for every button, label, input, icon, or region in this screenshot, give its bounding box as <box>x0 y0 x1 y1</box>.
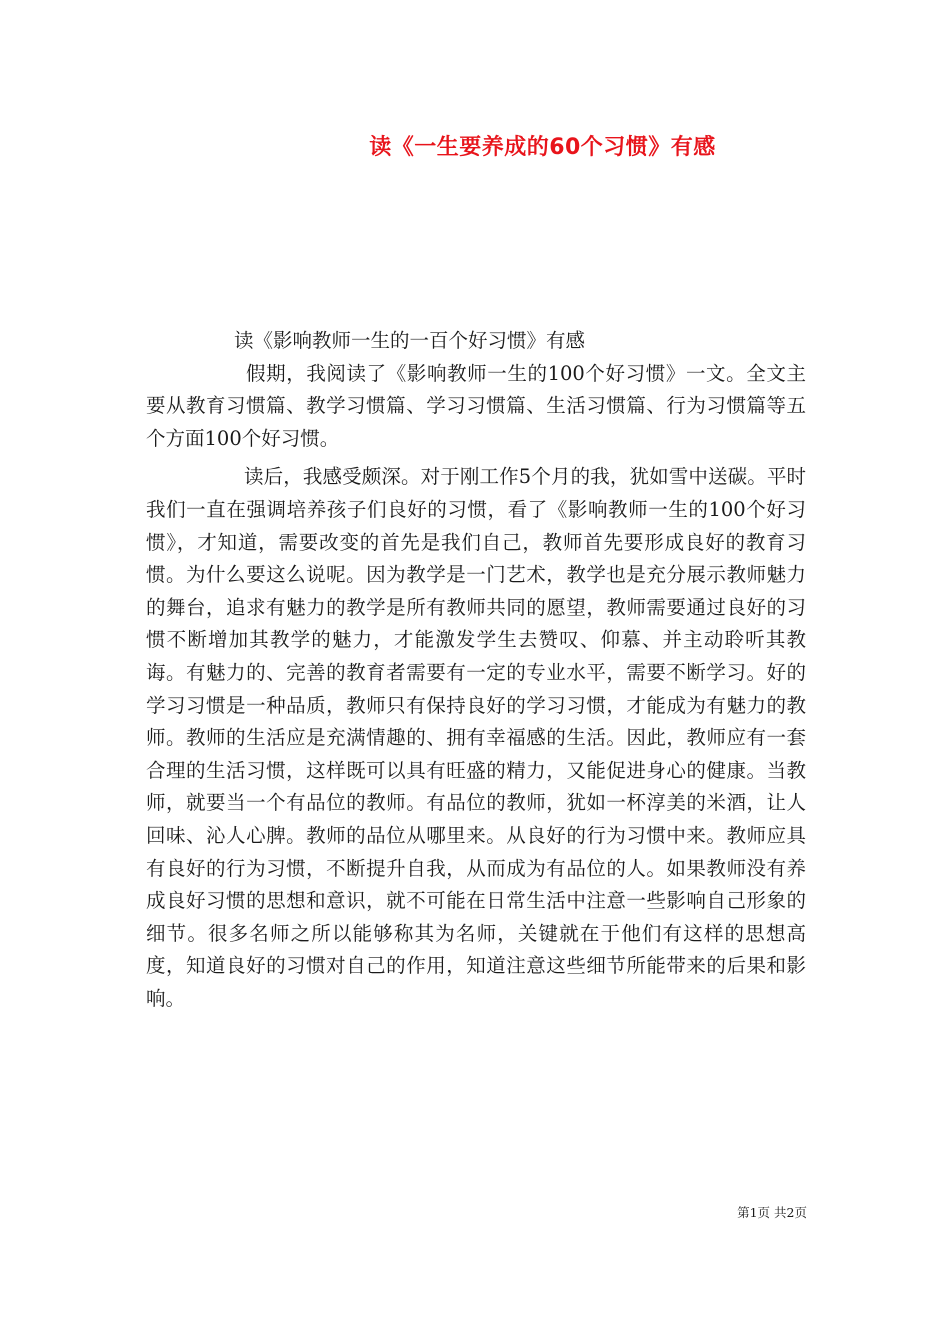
document-title: 读《一生要养成的60个习惯》有感 <box>369 135 716 160</box>
document-subtitle: 读《影响教师一生的一百个好习惯》有感 <box>234 329 586 352</box>
page-number: 第1页 共2页 <box>737 1205 807 1220</box>
paragraph-2: 读后，我感受颇深。对于刚工作5个月的我，犹如雪中送碳。平时我们一直在强调培养孩子们良好的习惯，看了《影响教师一生的100个好习惯》，才知道，需要改变的首先是我们自己，教师首先要形成良好的教育习惯。为什么要这么说呢。因为教学是一门艺术，教学也是充分展示教师魅力的舞台，追求有魅力的教学是所有教师共同的愿望，教师需要通过良好的习惯不断增加其教学的魅力，才能激发学生去赞叹、仰慕、并主动聆听其教诲。有魅力的、完善的教育者需要有一定的专业水平，需要不断学习。好的学习习惯是一种品质，教师只有保持良好的学习习惯，才能成为有魅力的教师。教师的生活应是充满情趣的、拥有幸福感的生活。因此，教师应有一套合理的生活习惯，这样既可以具有旺盛的精力，又能促进身心的健康。当教师，就要当一个有品位的教师。有品位的教师，犹如一杯淳美的米酒，让人回味、沁人心脾。教师的品位从哪里来。从良好的行为习惯中来。教师应具有良好的行为习惯，不断提升自我，从而成为有品位的人。如果教师没有养成良好习惯的思想和意识，就不可能在日常生活中注意一些影响自己形象的细节。很多名师之所以能够称其为名师，关键就在于他们有这样的思想高度，知道良好的习惯对自己的作用，知道注意这些细节所能带来的后果和影响。 <box>146 465 806 1010</box>
paragraph-1: 假期，我阅读了《影响教师一生的100个好习惯》一文。全文主要从教育习惯篇、教学习惯篇、学习习惯篇、生活习惯篇、行为习惯篇等五个方面100个好习惯。 <box>146 361 806 450</box>
document-body <box>146 325 806 1015</box>
